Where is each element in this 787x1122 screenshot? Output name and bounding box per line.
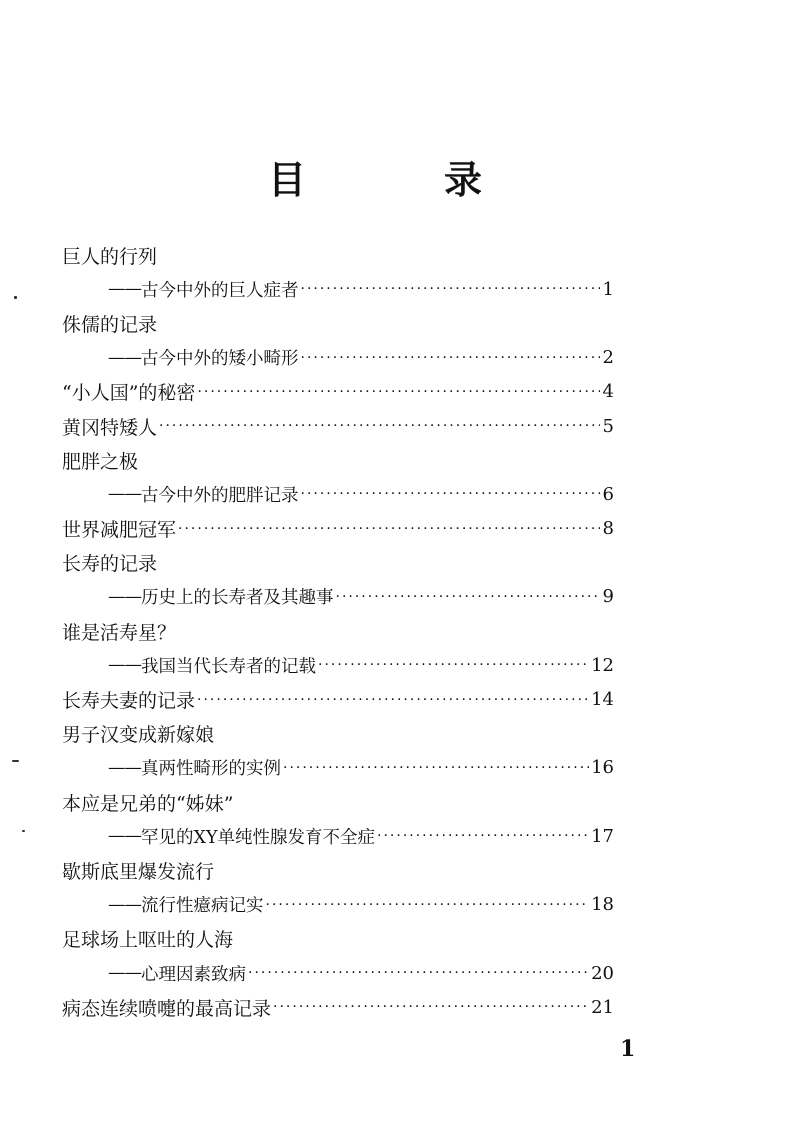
table-of-contents — [62, 238, 614, 1024]
toc-entry-title: 病态连续喷嚏的最高记录 — [62, 997, 272, 1020]
dot-leader — [159, 419, 600, 433]
toc-page-number: 18 — [591, 894, 614, 916]
toc-subtitle-line — [62, 580, 614, 614]
page-title: 目 录 — [267, 158, 532, 202]
dot-leader — [248, 966, 589, 980]
toc-page-number: 12 — [591, 654, 614, 676]
subtitle-dash: —— — [108, 484, 141, 505]
toc-page-number: 21 — [591, 996, 614, 1018]
dot-leader — [197, 385, 600, 399]
toc-subtitle-text: 流行性癔病记实 — [141, 896, 264, 917]
toc-entry-title: 长寿的记录 — [62, 553, 158, 576]
toc-entry-title: “小人国”的秘密 — [62, 382, 196, 405]
dot-leader — [301, 351, 601, 365]
toc-page-number: 14 — [591, 689, 614, 711]
toc-entry-line — [62, 238, 614, 272]
dot-leader — [318, 658, 589, 672]
subtitle-dash: —— — [108, 826, 141, 847]
toc-subtitle-line — [62, 648, 614, 682]
toc-entry-title: 谁是活寿星？ — [62, 621, 177, 644]
toc-subtitle-line — [62, 888, 614, 922]
dot-leader — [266, 898, 590, 912]
toc-entry-title: 侏儒的记录 — [62, 313, 158, 336]
toc-entry-title: 肥胖之极 — [62, 450, 139, 473]
toc-subtitle-line — [62, 477, 614, 511]
toc-entry-title: 世界减肥冠军 — [62, 519, 177, 542]
toc-subtitle-text: 古今中外的巨人症者 — [141, 280, 299, 301]
toc-entry-line — [62, 614, 614, 648]
subtitle-dash: —— — [108, 279, 141, 300]
dot-leader — [273, 1000, 589, 1014]
toc-entry-line — [62, 375, 614, 409]
toc-page-number: 4 — [602, 381, 614, 403]
toc-entry-line — [62, 922, 614, 956]
toc-subtitle-text: 古今中外的矮小畸形 — [141, 349, 299, 370]
toc-entry-title: 歇斯底里爆发流行 — [62, 860, 215, 883]
scan-speck — [14, 296, 17, 299]
page-number: 1 — [620, 1036, 636, 1062]
toc-subtitle-text: 真两性畸形的实例 — [141, 759, 281, 780]
toc-page-number: 1 — [602, 278, 614, 300]
toc-entry-line — [62, 443, 614, 477]
toc-subtitle-text: 心理因素致病 — [141, 964, 246, 985]
toc-subtitle-line — [62, 956, 614, 990]
dot-leader — [178, 522, 600, 536]
dot-leader — [377, 829, 589, 843]
toc-entry-line — [62, 512, 614, 546]
toc-subtitle-text: 我国当代长寿者的记载 — [141, 656, 316, 677]
toc-entry-line — [62, 409, 614, 443]
subtitle-dash: —— — [108, 963, 141, 984]
subtitle-dash: —— — [108, 894, 141, 915]
toc-page-number: 5 — [602, 415, 614, 437]
toc-entry-title: 长寿夫妻的记录 — [62, 690, 196, 713]
toc-entry-line — [62, 306, 614, 340]
toc-page-number: 9 — [602, 586, 614, 608]
toc-page-number: 16 — [591, 757, 614, 779]
toc-page-number: 6 — [602, 483, 614, 505]
toc-subtitle-text: 历史上的长寿者及其趣事 — [141, 588, 334, 609]
dot-leader — [301, 282, 601, 296]
toc-subtitle-line — [62, 272, 614, 306]
toc-entry-title: 男子汉变成新嫁娘 — [62, 724, 215, 747]
toc-entry-title: 巨人的行列 — [62, 245, 158, 268]
toc-page-number: 2 — [602, 347, 614, 369]
scan-speck — [22, 830, 25, 832]
toc-page-number: 8 — [602, 518, 614, 540]
toc-subtitle-line — [62, 751, 614, 785]
toc-entry-line — [62, 682, 614, 716]
dot-leader — [336, 590, 601, 604]
toc-subtitle-text: 罕见的XY单纯性腺发育不全症 — [141, 827, 376, 848]
toc-entry-line — [62, 853, 614, 887]
toc-entry-line — [62, 546, 614, 580]
scan-speck — [12, 760, 19, 762]
subtitle-dash: —— — [108, 757, 141, 778]
toc-entry-line — [62, 990, 614, 1024]
dot-leader — [301, 487, 601, 501]
toc-subtitle-line — [62, 341, 614, 375]
toc-entry-line — [62, 717, 614, 751]
toc-page-number: 17 — [591, 825, 614, 847]
toc-entry-title: 本应是兄弟的“姊妹” — [62, 792, 234, 815]
toc-entry-title: 黄冈特矮人 — [62, 416, 158, 439]
toc-subtitle-text: 古今中外的肥胖记录 — [141, 485, 299, 506]
subtitle-dash: —— — [108, 347, 141, 368]
dot-leader — [197, 693, 589, 707]
subtitle-dash: —— — [108, 655, 141, 676]
toc-entry-title: 足球场上呕吐的人海 — [62, 929, 234, 952]
subtitle-dash: —— — [108, 586, 141, 607]
toc-entry-line — [62, 785, 614, 819]
toc-subtitle-line — [62, 819, 614, 853]
dot-leader — [283, 761, 589, 775]
toc-page-number: 20 — [591, 962, 614, 984]
